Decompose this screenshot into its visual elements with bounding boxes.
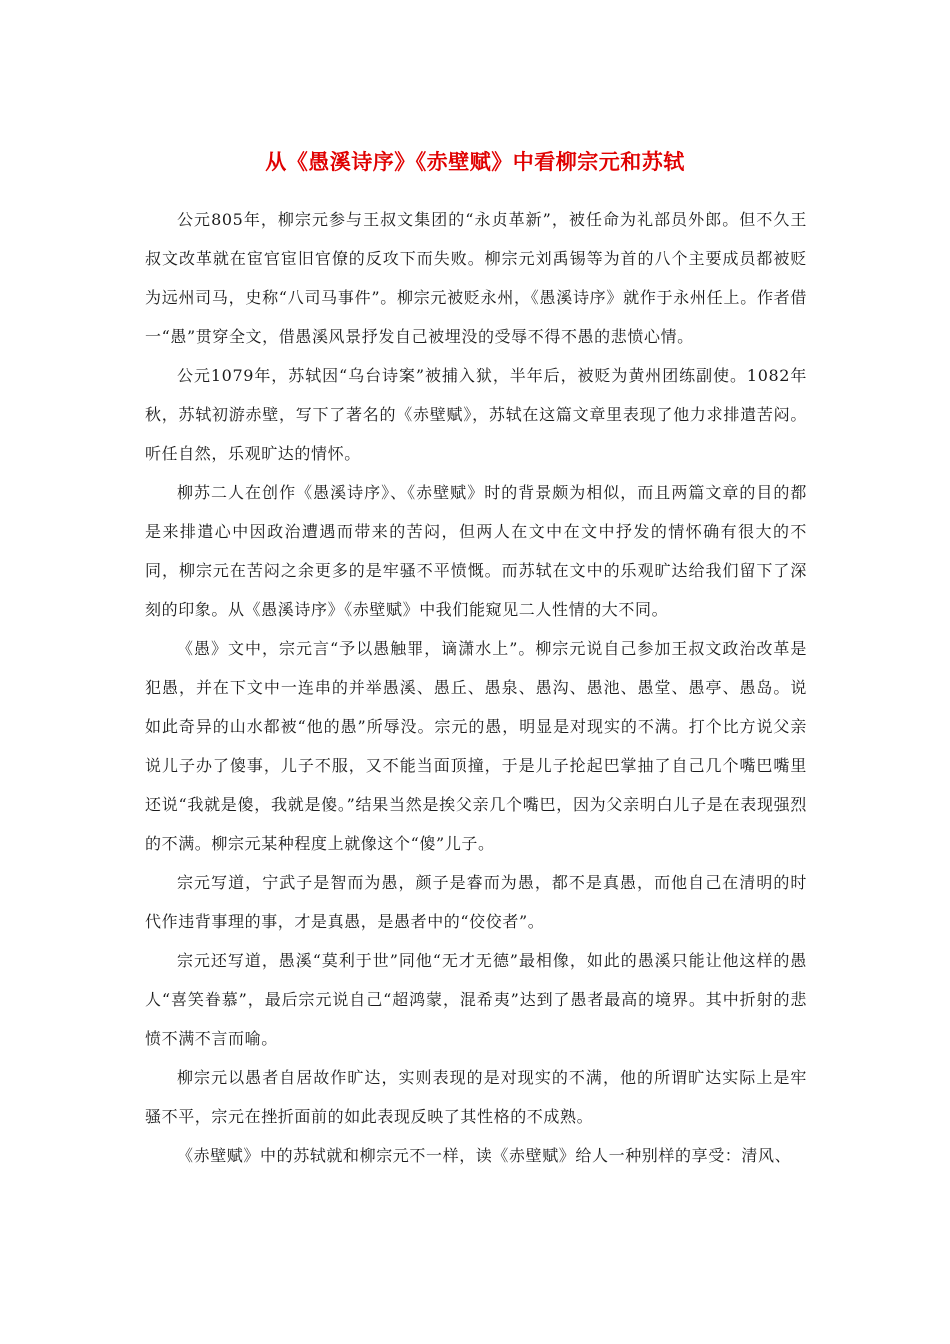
- document-title: 从《愚溪诗序》《赤壁赋》中看柳宗元和苏轼: [265, 150, 685, 174]
- paragraph-6: 宗元还写道，愚溪“莫利于世”同他“无才无德”最相像，如此的愚溪只能让他这样的愚人“喜笑眷慕”，最后宗元说自己“超鸿蒙，混希夷”达到了愚者最高的境界。其中折射的悲愤不满不言而喻。: [145, 951, 807, 1048]
- document-body: [145, 200, 807, 1175]
- paragraph-2: 公元1079年，苏轼因“乌台诗案”被捕入狱，半年后，被贬为黄州团练副使。1082年秋，苏轼初游赤壁，写下了著名的《赤壁赋》，苏轼在这篇文章里表现了他力求排遣苦闷。听任自然，乐观旷达的情怀。: [145, 366, 807, 463]
- paragraph-7: 柳宗元以愚者自居故作旷达，实则表现的是对现实的不满，他的所谓旷达实际上是牢骚不平，宗元在挫折面前的如此表现反映了其性格的不成熟。: [145, 1068, 807, 1126]
- paragraph-8: 《赤壁赋》中的苏轼就和柳宗元不一样，读《赤壁赋》给人一种别样的享受：清风、: [177, 1146, 792, 1165]
- paragraph-5: 宗元写道，宁武子是智而为愚，颜子是睿而为愚，都不是真愚，而他自己在清明的时代作违背事理的事，才是真愚，是愚者中的“佼佼者”。: [145, 873, 807, 931]
- paragraph-3: 柳苏二人在创作《愚溪诗序》、《赤壁赋》时的背景颇为相似，而且两篇文章的目的都是来排遣心中因政治遭遇而带来的苦闷，但两人在文中在文中抒发的情怀确有很大的不同，柳宗元在苦闷之余更多的是牢骚不平愤慨。而苏轼在文中的乐观旷达给我们留下了深刻的印象。从《愚溪诗序》《赤壁赋》中我们能窥见二人性情的大不同。: [145, 483, 807, 619]
- paragraph-1: 公元805年，柳宗元参与王叔文集团的“永贞革新”，被任命为礼部员外郎。但不久王叔文改革就在宦官宦旧官僚的反攻下而失败。柳宗元刘禹锡等为首的八个主要成员都被贬为远州司马，史称“八司马事件”。柳宗元被贬永州，《愚溪诗序》就作于永州任上。作者借一“愚”贯穿全文，借愚溪风景抒发自己被埋没的受辱不得不愚的悲愤心情。: [145, 210, 807, 346]
- paragraph-4: 《愚》文中，宗元言“予以愚触罪，谪潇水上”。柳宗元说自己参加王叔文政治改革是犯愚，并在下文中一连串的并举愚溪、愚丘、愚泉、愚沟、愚池、愚堂、愚亭、愚岛。说如此奇异的山水都被“他的愚”所辱没。宗元的愚，明显是对现实的不满。打个比方说父亲说儿子办了傻事，儿子不服，又不能当面顶撞，于是儿子抡起巴掌抽了自己几个嘴巴嘴里还说“我就是傻，我就是傻。”结果当然是挨父亲几个嘴巴，因为父亲明白儿子是在表现强烈的不满。柳宗元某种程度上就像这个“傻”儿子。: [145, 639, 807, 853]
